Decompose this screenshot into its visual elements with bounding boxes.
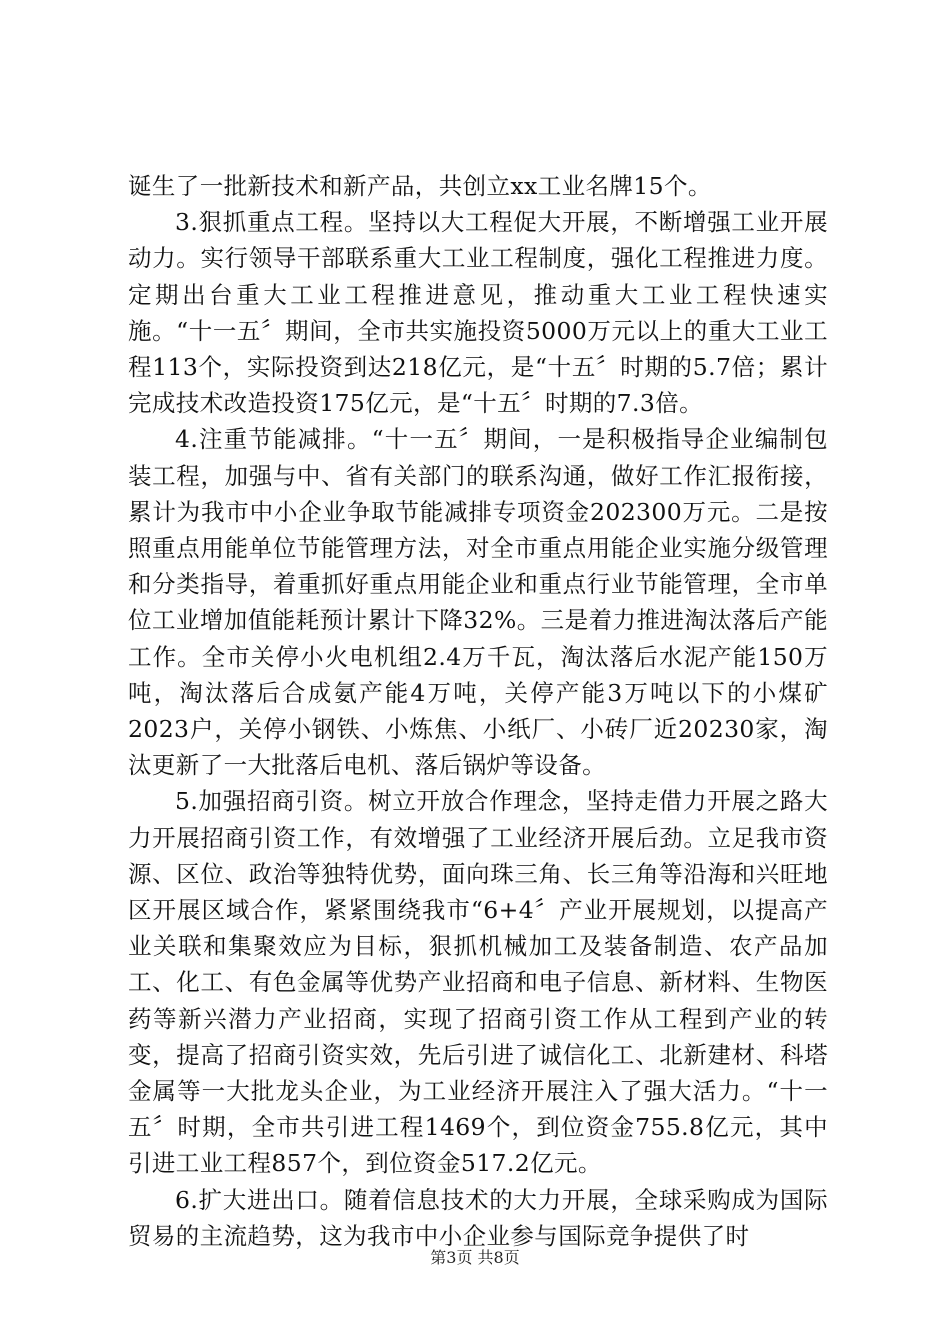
page-footer: 第3页 共8页	[430, 1248, 520, 1267]
document-body	[128, 168, 828, 1254]
paragraph-key-projects: 3.狠抓重点工程。坚持以大工程促大开展，不断增强工业开展动力。实行领导干部联系重大工业工程制度，强化工程推进力度。定期出台重大工业工程推进意见，推动重大工业工程快速实施。“十一五〞期间，全市共实施投资5000万元以上的重大工业工程113个，实际投资到达218亿元，是“十五〞时期的5.7倍；累计完成技术改造投资175亿元，是“十五〞时期的7.3倍。	[128, 208, 828, 418]
paragraph-import-export: 6.扩大进出口。随着信息技术的大力开展，全球采购成为国际贸易的主流趋势，这为我市中小企业参与国际竞争提供了时	[128, 1185, 828, 1250]
paragraph-investment-attraction: 5.加强招商引资。树立开放合作理念，坚持走借力开展之路大力开展招商引资工作，有效增强了工业经济开展后劲。立足我市资源、区位、政治等独特优势，面向珠三角、长三角等沿海和兴旺地区开展区域合作，紧紧围绕我市“6+4〞产业开展规划，以提高产业关联和集聚效应为目标，狠抓机械加工及装备制造、农产品加工、化工、有色金属等优势产业招商和电子信息、新材料、生物医药等新兴潜力产业招商，实现了招商引资工作从工程到产业的转变，提高了招商引资实效，先后引进了诚信化工、北新建材、科塔金属等一大批龙头企业，为工业经济开展注入了强大活力。“十一五〞时期，全市共引进工程1469个，到位资金755.8亿元，其中引进工业工程857个，到位资金517.2亿元。	[128, 787, 828, 1178]
paragraph-continuation: 诞生了一批新技术和新产品，共创立xx工业名牌15个。	[128, 172, 712, 200]
paragraph-energy-saving: 4.注重节能减排。“十一五〞期间，一是积极指导企业编制包装工程，加强与中、省有关部门的联系沟通，做好工作汇报衔接，累计为我市中小企业争取节能减排专项资金202300万元。二是按照重点用能单位节能管理方法，对全市重点用能企业实施分级管理和分类指导，着重抓好重点用能企业和重点行业节能管理，全市单位工业增加值能耗预计累计下降32%。三是着力推进淘汰落后产能工作。全市关停小火电机组2.4万千瓦，淘汰落后水泥产能150万吨，淘汰落后合成氨产能4万吨，关停产能3万吨以下的小煤矿2023户，关停小钢铁、小炼焦、小纸厂、小砖厂近20230家，淘汰更新了一大批落后电机、落后锅炉等设备。	[128, 425, 828, 780]
